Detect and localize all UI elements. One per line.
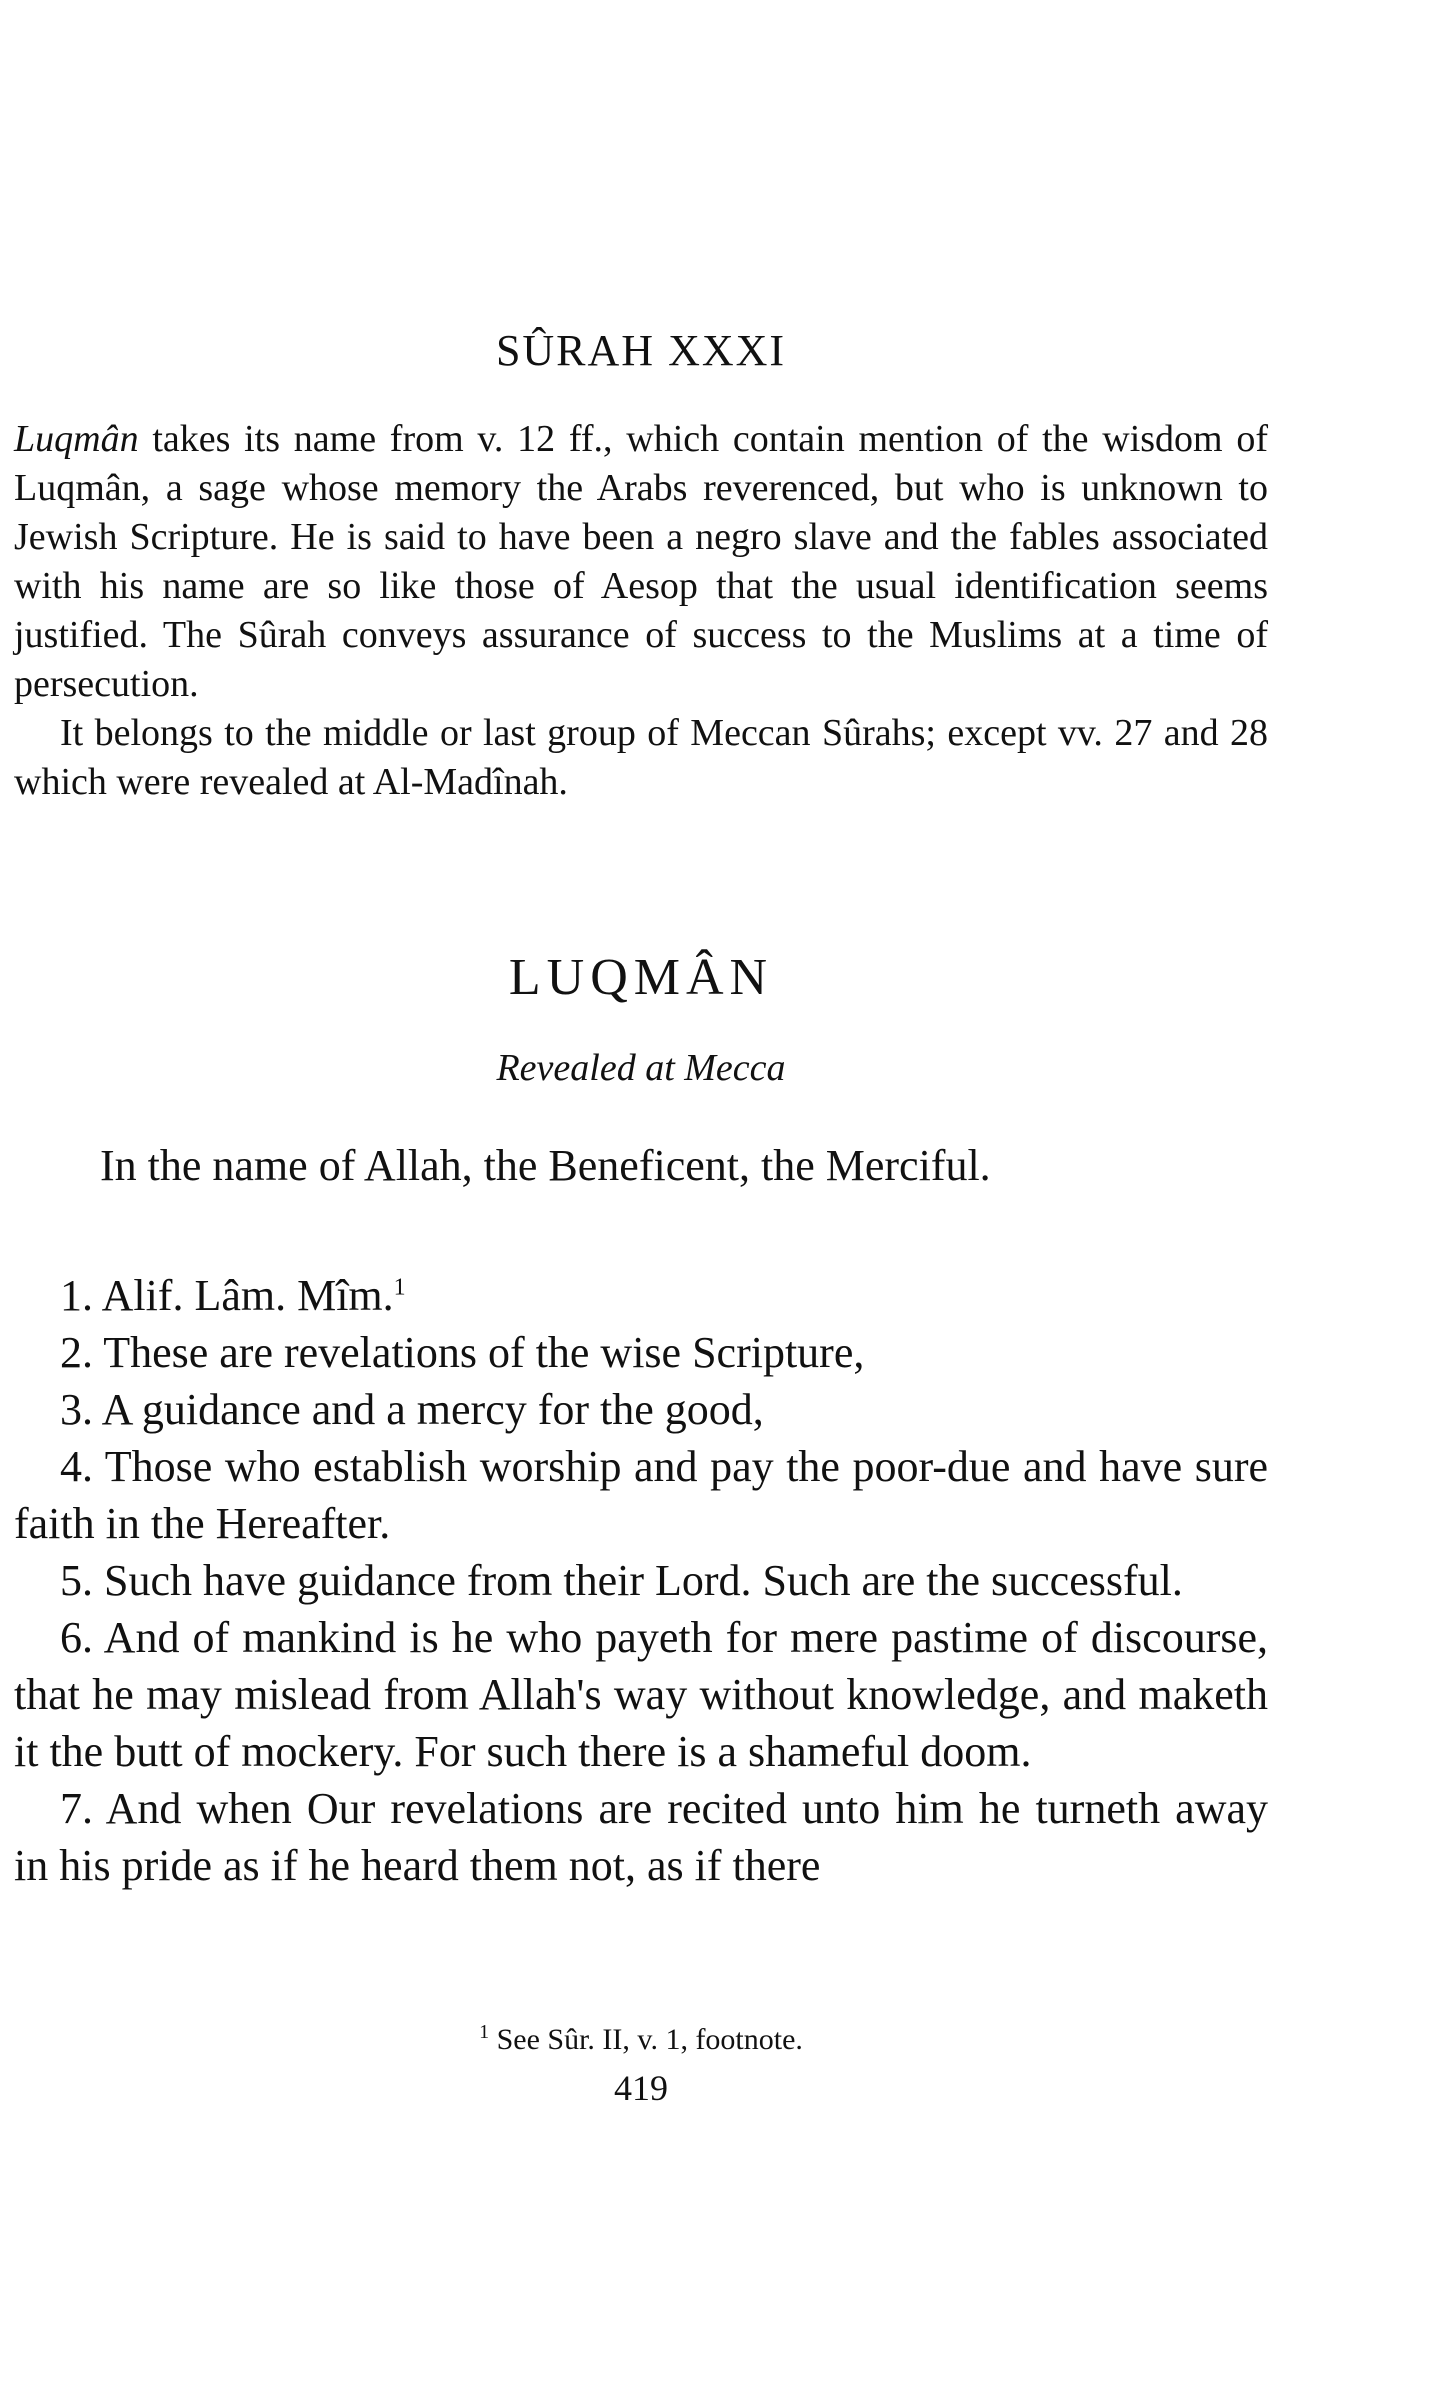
verse-7: 7. And when Our revelations are recited unto him he turneth away in his pride as if he heard them not, as if there	[14, 1784, 1268, 1890]
verse-3: 3. A guidance and a mercy for the good,	[60, 1385, 764, 1434]
verse-5: 5. Such have guidance from their Lord. Such are the successful.	[60, 1556, 1183, 1605]
intro-paragraph-1-text: takes its name from v. 12 ff., which contain mention of the wisdom of Luqmân, a sage whose memory the Arabs reverenced, but who is unknown to Jewish Scripture. He is said to have been a negro slave and the fables associated with his name are so like those of Aesop that the usual identification seems justified. The Sûrah conveys assurance of success to the Muslims at a time of persecution.	[14, 418, 1268, 705]
verse-2: 2. These are revelations of the wise Scripture,	[60, 1328, 865, 1377]
footnote-number: 1	[479, 2021, 490, 2043]
surah-title: LUQMÂN	[508, 949, 774, 1006]
surah-name-italic: Luqmân	[14, 418, 139, 460]
invocation: In the name of Allah, the Beneficent, the Merciful.	[100, 1141, 991, 1190]
footnote	[14, 2023, 1268, 2057]
footnote-marker: 1	[393, 1274, 406, 1301]
intro-text	[14, 415, 1268, 807]
footnote-text: See Sûr. II, v. 1, footnote.	[496, 2023, 803, 2056]
intro-paragraph-1	[14, 415, 1268, 709]
intro-paragraph-2: It belongs to the middle or last group of Meccan Sûrahs; except vv. 27 and 28 which were revealed at Al-Madînah.	[14, 712, 1268, 803]
verse-6: 6. And of mankind is he who payeth for mere pastime of discourse, that he may mislead from Allah's way without knowledge, and maketh it the butt of mockery. For such there is a shameful doom.	[14, 1613, 1268, 1776]
verse-1-text: 1. Alif. Lâm. Mîm.	[60, 1271, 394, 1320]
verse-4: 4. Those who establish worship and pay the poor-due and have sure faith in the Hereafter.	[14, 1442, 1268, 1548]
surah-heading: SÛRAH XXXI	[495, 326, 787, 375]
verse-1	[14, 1267, 1268, 1324]
page-number: 419	[614, 2068, 668, 2108]
verse-list	[14, 1267, 1268, 1894]
revelation-place: Revealed at Mecca	[496, 1047, 786, 1089]
